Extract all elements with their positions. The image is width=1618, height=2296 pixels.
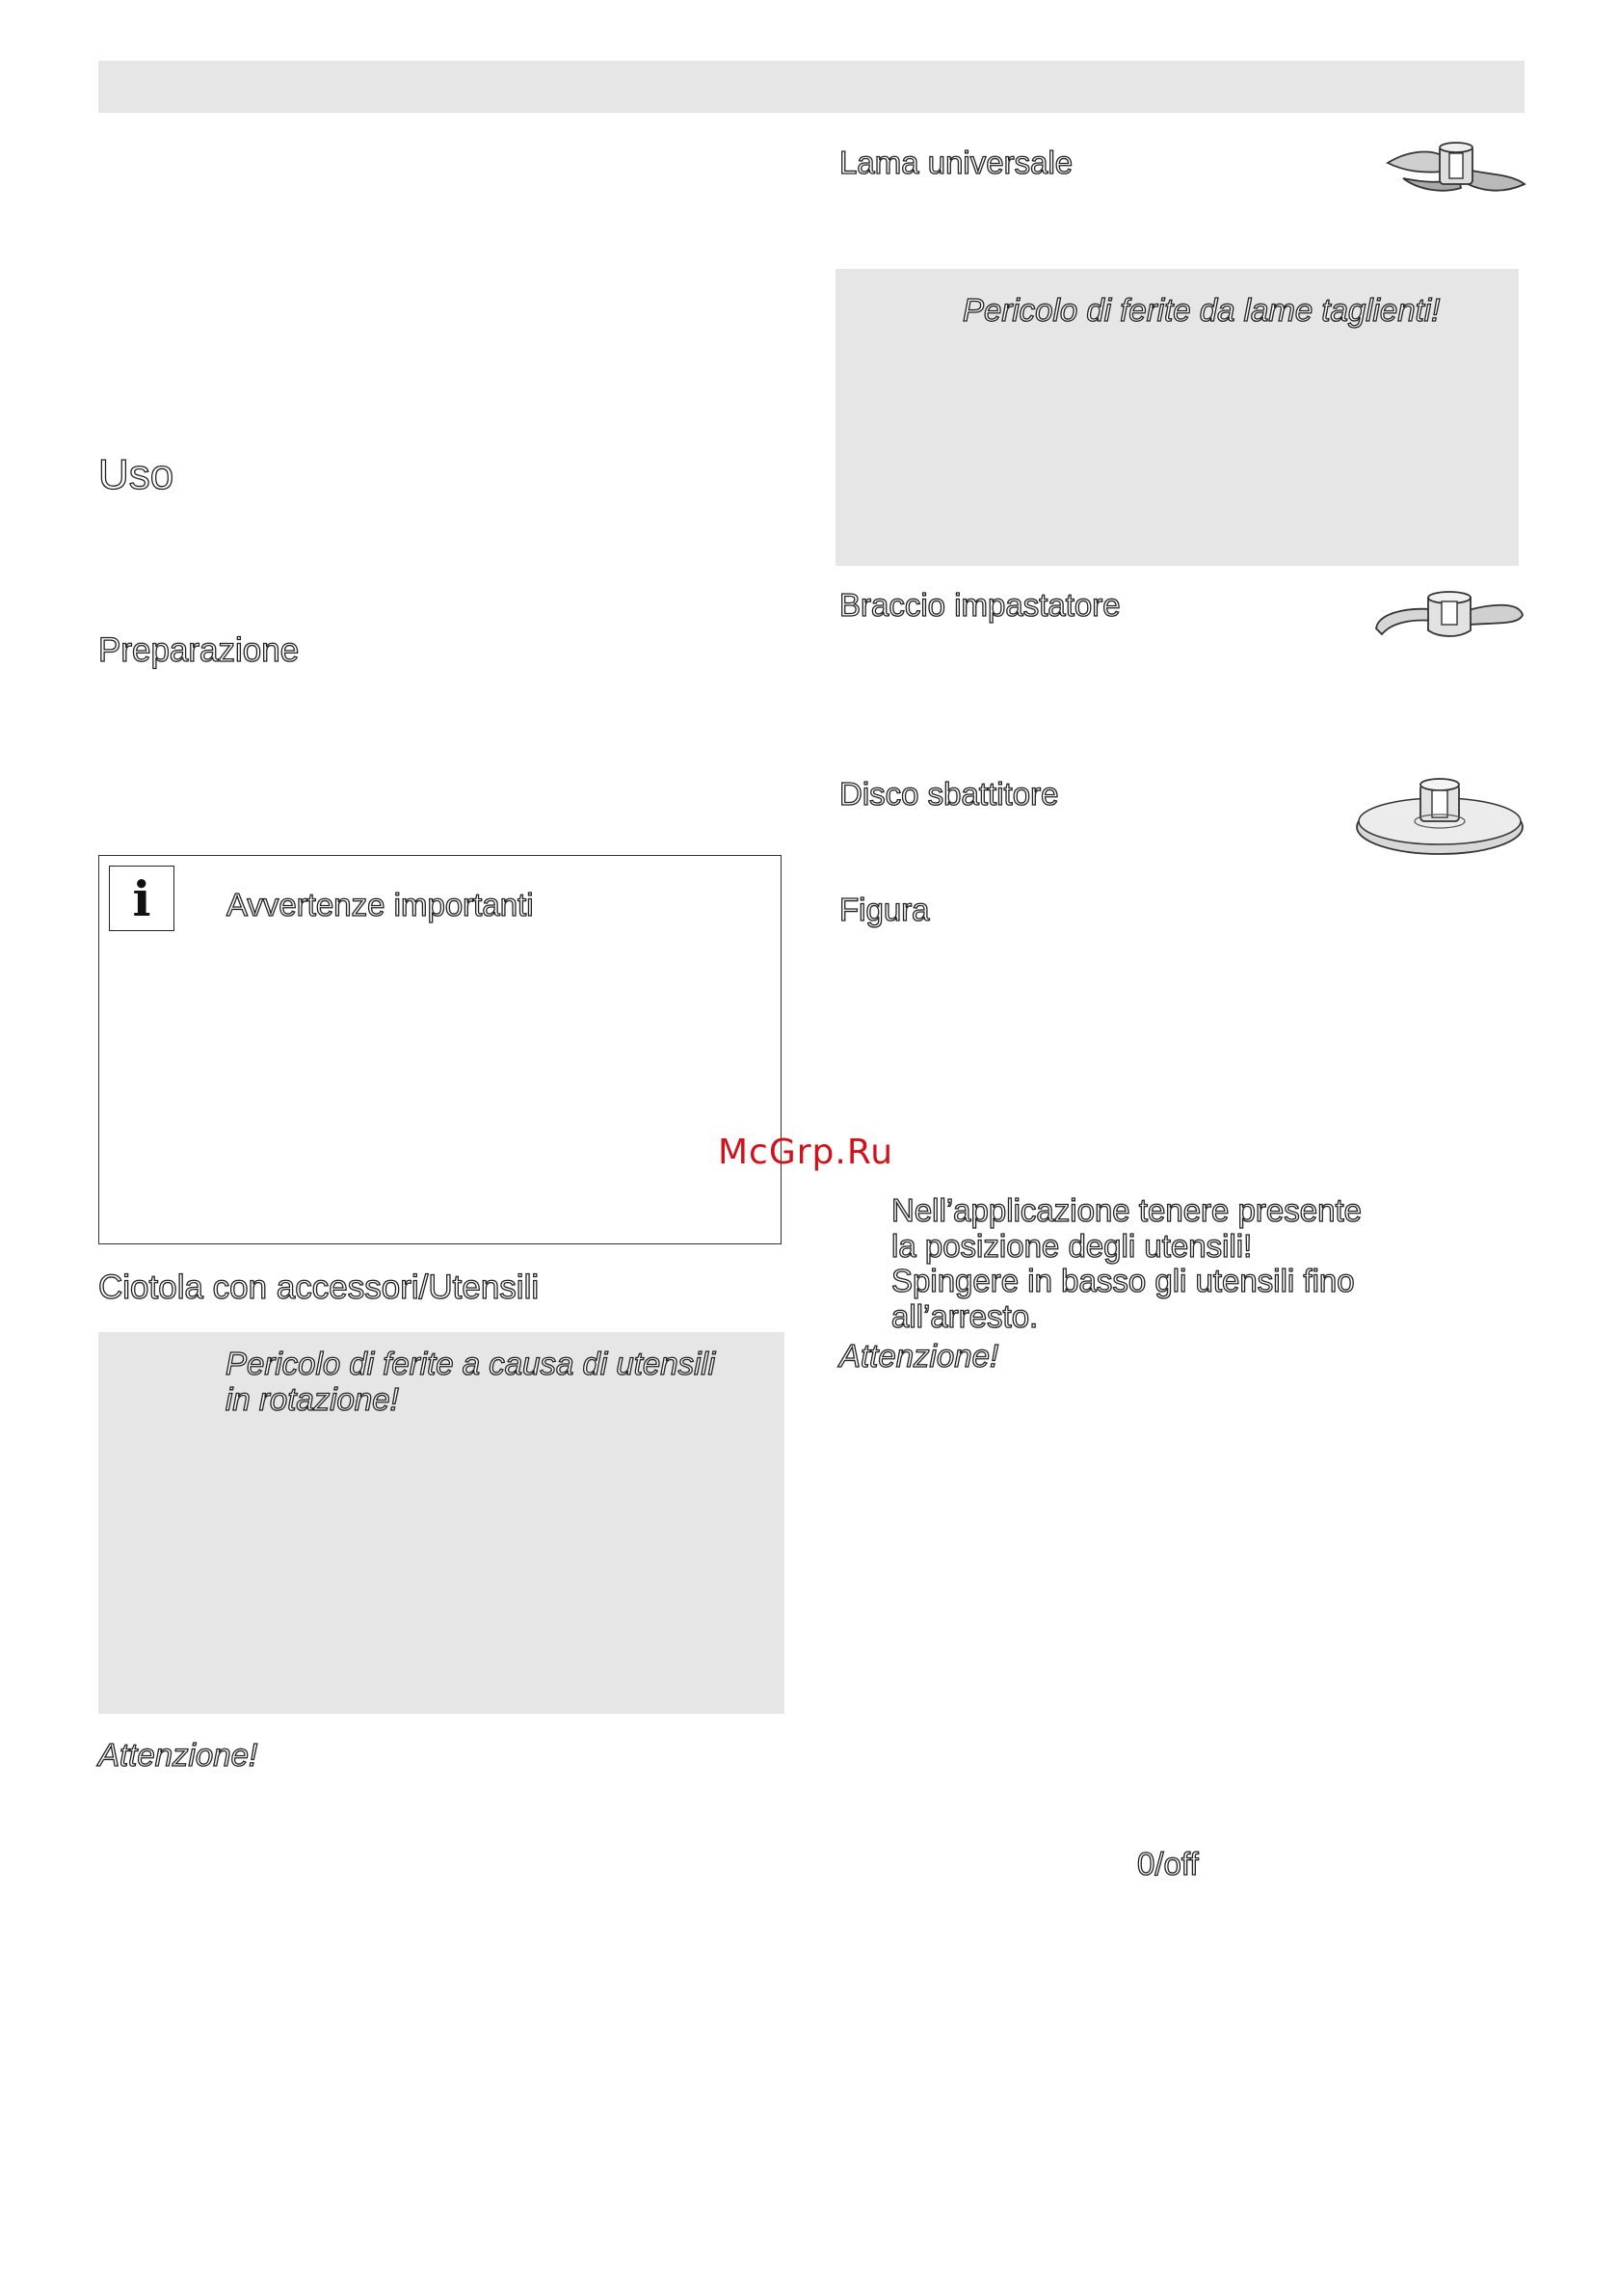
rotation-warning-line2: in rotazione! <box>225 1381 399 1417</box>
info-icon: i <box>109 866 174 931</box>
rotation-warning-box <box>98 1332 784 1714</box>
lama-universale-label: Lama universale <box>839 145 1074 180</box>
disco-sbattitore-label: Disco sbattitore <box>839 776 1059 812</box>
note-line-1: Nell’applicazione tenere presente <box>891 1192 1362 1228</box>
rotation-warning-line1: Pericolo di ferite a causa di utensili <box>225 1346 716 1381</box>
braccio-impastatore-label: Braccio impastatore <box>839 587 1121 623</box>
preparazione-heading: Preparazione <box>98 631 300 669</box>
watermark: McGrp.Ru <box>718 1133 894 1172</box>
note-line-4: all’arresto. <box>891 1298 1039 1334</box>
whisk-disc-icon <box>1353 771 1526 858</box>
important-notes-title: Avvertenze importanti <box>226 887 534 922</box>
important-notes-box <box>98 855 782 1244</box>
off-label: 0/off <box>1137 1846 1199 1882</box>
note-line-3: Spingere in basso gli utensili fino <box>891 1263 1355 1298</box>
note-line-2: la posizione degli utensili! <box>891 1228 1253 1264</box>
ciotola-heading: Ciotola con accessori/Utensili <box>98 1268 540 1306</box>
attenzione-left: Attenzione! <box>98 1737 258 1773</box>
blade-warning-text: Pericolo di ferite da lame taglienti! <box>963 292 1441 328</box>
header-bar <box>98 61 1525 113</box>
blade-warning-box <box>836 269 1519 566</box>
kneading-hook-icon <box>1372 586 1526 644</box>
uso-heading: Uso <box>98 451 174 498</box>
attenzione-right: Attenzione! <box>839 1338 999 1374</box>
figura-label: Figura <box>839 892 930 927</box>
universal-blade-icon <box>1384 140 1528 198</box>
